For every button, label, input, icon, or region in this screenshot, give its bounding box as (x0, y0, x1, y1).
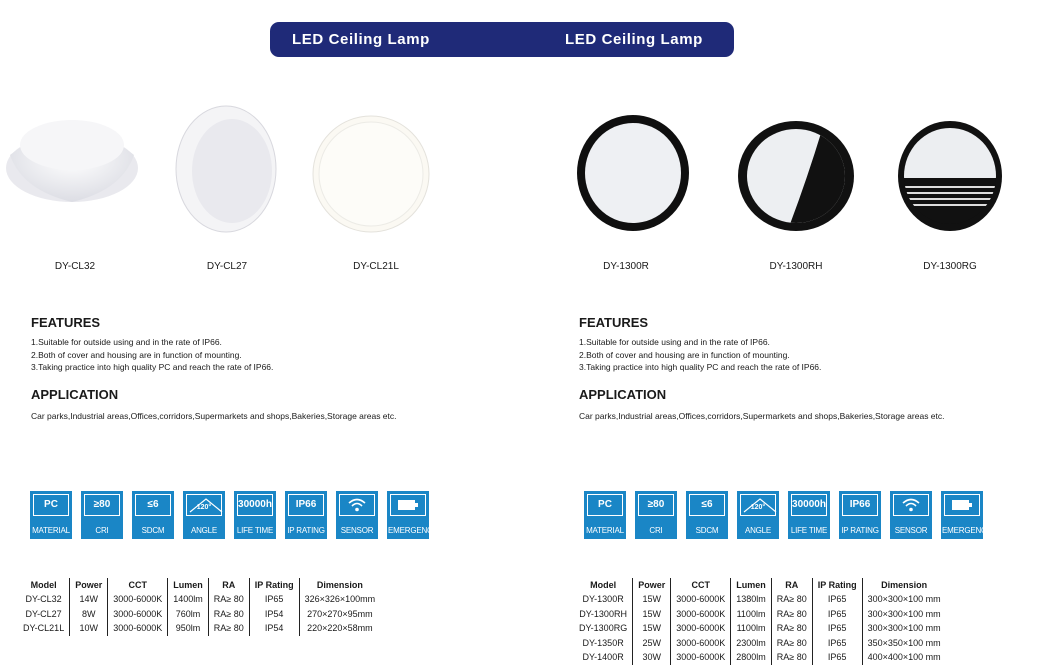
table-header-row: Model Power CCT Lumen RA IP Rating Dimension (574, 578, 946, 592)
left-banner-title: LED Ceiling Lamp (292, 31, 430, 48)
lamp-image-cl32 (2, 100, 142, 210)
lamp-image-1300rh (737, 120, 855, 232)
angle-icon: 120° ANGLE (737, 491, 779, 539)
right-feature-1: 1.Suitable for outside using and in the rate of IP66. (579, 337, 770, 347)
ip-rating-icon: IP66 IP RATING (839, 491, 881, 539)
lamp-image-1300rg (897, 120, 1003, 232)
table-header-row: Model Power CCT Lumen RA IP Rating Dimension (18, 578, 380, 592)
header-banner (270, 22, 734, 57)
right-feature-2: 2.Both of cover and housing are in function of mounting. (579, 350, 790, 360)
left-application-text: Car parks,Industrial areas,Offices,corridors,Supermarkets and shops,Bakeries,Storage areas etc. (31, 411, 397, 421)
product-name-left-3: DY-CL21L (353, 261, 399, 272)
emergency-battery-icon: EMERGENCY (941, 491, 983, 539)
lifetime-icon: 30000h LIFE TIME (788, 491, 830, 539)
cri-icon: ≥80 CRI (81, 491, 123, 539)
right-feature-3: 3.Taking practice into high quality PC and reach the rate of IP66. (579, 362, 822, 372)
material-icon: PC MATERIAL (30, 491, 72, 539)
right-application-title: APPLICATION (579, 387, 667, 402)
left-spec-table (18, 578, 380, 636)
right-spec-table (574, 578, 946, 665)
lamp-image-cl27 (170, 103, 280, 235)
table-row: DY-CL21L 10W 3000-6000K 950lm RA≥ 80 IP54 220×220×58mm (18, 621, 380, 636)
sensor-icon: SENSOR (890, 491, 932, 539)
table-row: DY-1300R 15W 3000-6000K 1380lm RA≥ 80 IP65 300×300×100 mm (574, 592, 946, 607)
table-row: DY-CL32 14W 3000-6000K 1400lm RA≥ 80 IP65 326×326×100mm (18, 592, 380, 607)
cri-icon: ≥80 CRI (635, 491, 677, 539)
right-application-text: Car parks,Industrial areas,Offices,corridors,Supermarkets and shops,Bakeries,Storage areas etc. (579, 411, 945, 421)
table-row: DY-1300RH 15W 3000-6000K 1100lm RA≥ 80 IP65 300×300×100 mm (574, 607, 946, 622)
ip-rating-icon: IP66 IP RATING (285, 491, 327, 539)
table-row: DY-1350R 25W 3000-6000K 2300lm RA≥ 80 IP65 350×350×100 mm (574, 636, 946, 651)
emergency-battery-icon: EMERGENCY (387, 491, 429, 539)
product-name-left-2: DY-CL27 (206, 261, 248, 272)
lamp-image-cl21l (311, 114, 431, 234)
right-banner-title: LED Ceiling Lamp (565, 31, 703, 48)
sdcm-icon: ≤6 SDCM (686, 491, 728, 539)
sensor-icon: SENSOR (336, 491, 378, 539)
angle-icon: 120° ANGLE (183, 491, 225, 539)
right-features-title: FEATURES (579, 315, 649, 330)
lamp-image-1300r (575, 113, 691, 233)
left-feature-2: 2.Both of cover and housing are in function of mounting. (31, 350, 242, 360)
product-name-left-1: DY-CL32 (54, 261, 96, 272)
product-name-right-2: DY-1300RH (769, 261, 823, 272)
material-icon: PC MATERIAL (584, 491, 626, 539)
table-row: DY-1300RG 15W 3000-6000K 1100lm RA≥ 80 IP65 300×300×100 mm (574, 621, 946, 636)
left-application-title: APPLICATION (31, 387, 119, 402)
table-row: DY-CL27 8W 3000-6000K 760lm RA≥ 80 IP54 270×270×95mm (18, 607, 380, 622)
left-features-title: FEATURES (31, 315, 101, 330)
product-name-right-1: DY-1300R (603, 261, 649, 272)
product-name-right-3: DY-1300RG (923, 261, 977, 272)
sdcm-icon: ≤6 SDCM (132, 491, 174, 539)
left-feature-1: 1.Suitable for outside using and in the rate of IP66. (31, 337, 222, 347)
lifetime-icon: 30000h LIFE TIME (234, 491, 276, 539)
table-row: DY-1400R 30W 3000-6000K 2800lm RA≥ 80 IP65 400×400×100 mm (574, 650, 946, 665)
left-feature-3: 3.Taking practice into high quality PC and reach the rate of IP66. (31, 362, 274, 372)
